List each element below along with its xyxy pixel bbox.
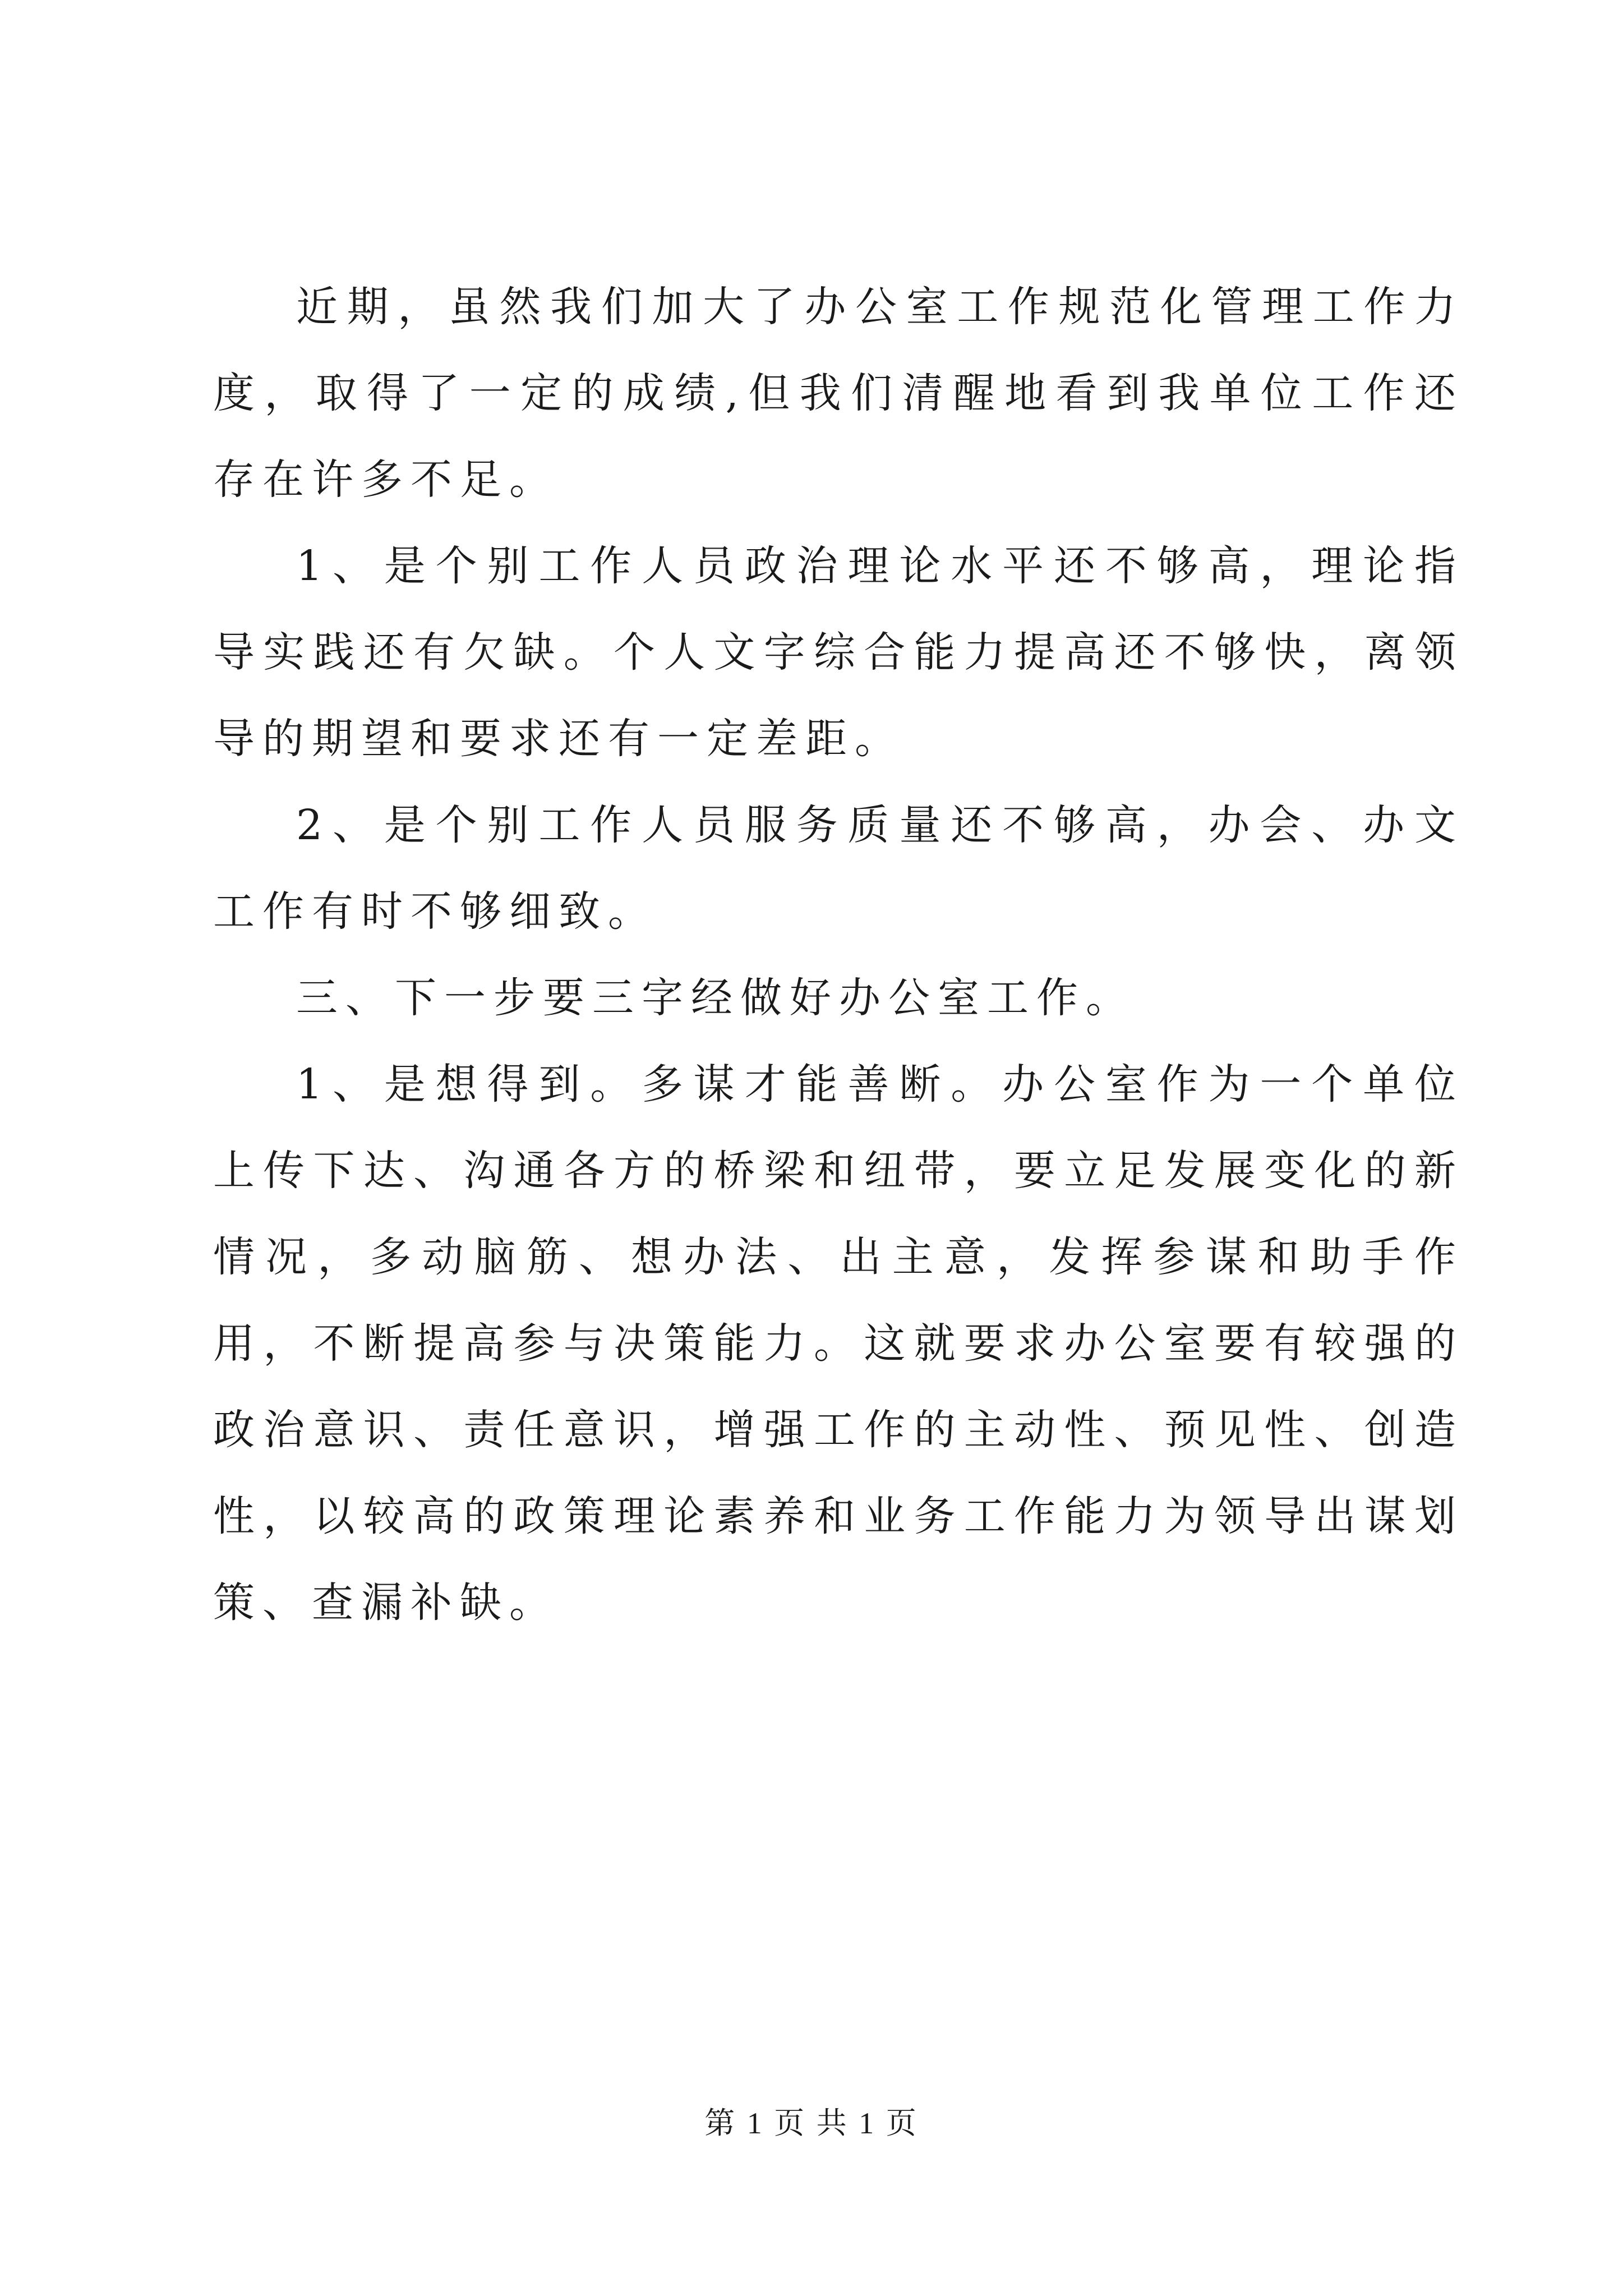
document-body xyxy=(213,264,1464,1646)
page-footer: 第 1 页 共 1 页 xyxy=(704,2106,919,2140)
paragraph-point-2: 2、是个别工作人员服务质量还不够高，办会、办文工作有时不够细致。 xyxy=(213,801,1464,936)
paragraph-next-step-1: 1、是想得到。多谋才能善断。办公室作为一个单位上传下达、沟通各方的桥梁和纽带，要立足发展变化的新情况，多动脑筋、想办法、出主意，发挥参谋和助手作用，不断提高参与决策能力。这就要求办公室要有较强的政治意识、责任意识，增强工作的主动性、预见性、创造性，以较高的政策理论素养和业务工作能力为领导出谋划策、查漏补缺。 xyxy=(213,1060,1464,1627)
paragraph-intro: 近期，虽然我们加大了办公室工作规范化管理工作力度，取得了一定的成绩,但我们清醒地看到我单位工作还存在许多不足。 xyxy=(213,283,1464,504)
paragraph-point-1: 1、是个别工作人员政治理论水平还不够高，理论指导实践还有欠缺。个人文字综合能力提高还不够快，离领导的期望和要求还有一定差距。 xyxy=(213,542,1464,763)
section-heading-next-steps: 三、下一步要三字经做好办公室工作。 xyxy=(296,974,1135,1022)
